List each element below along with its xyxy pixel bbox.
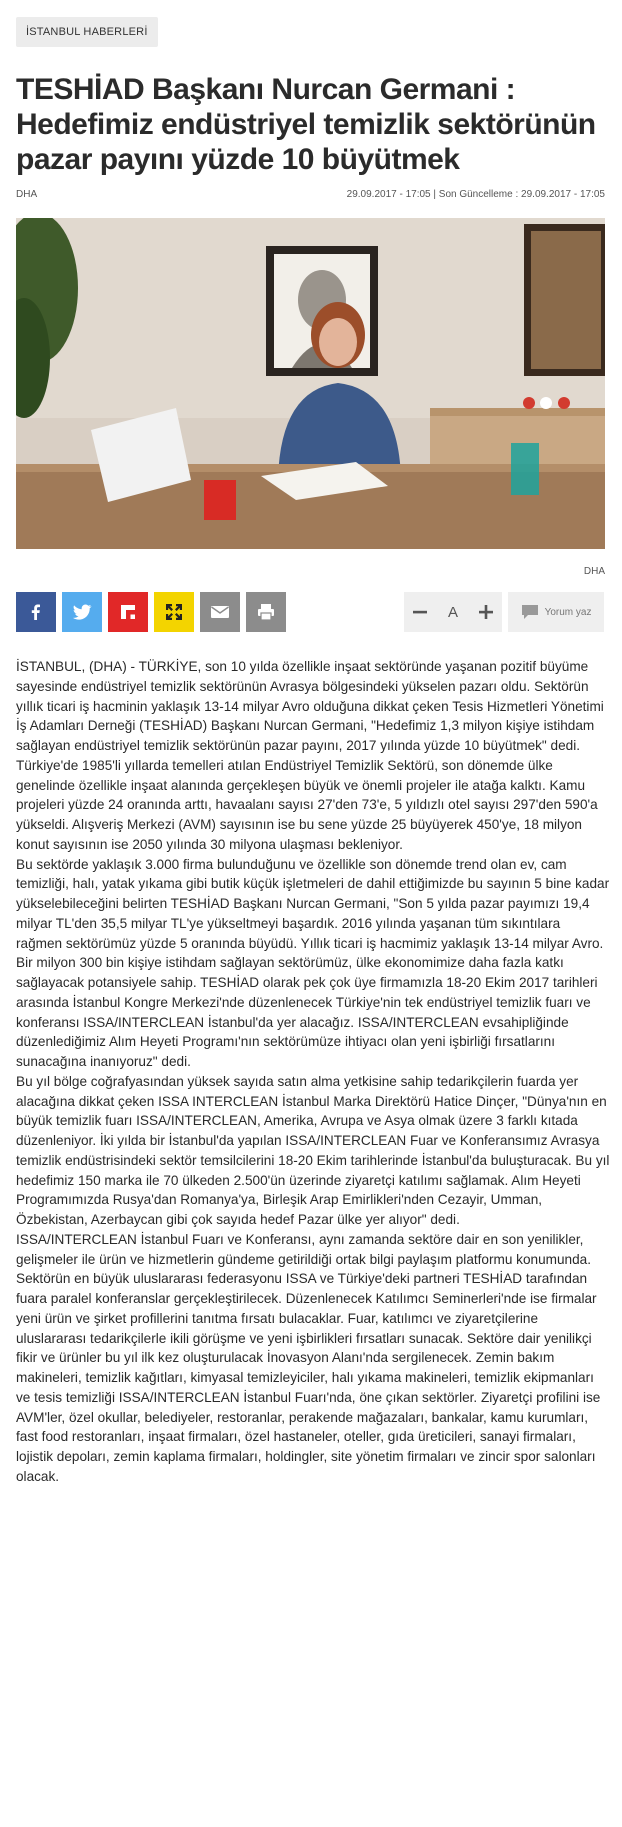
email-share-button[interactable] [200,592,240,632]
print-button[interactable] [246,592,286,632]
article-paragraph: Bu sektörde yaklaşık 3.000 firma bulunduğunu ve özellikle son dönemde trend olan ev, cam temizliği, halı, yatak yıkama gibi butik küçük işletmeleri de dahil ettiğimizde bu sayının 5 bine kadar yükselebileceğini belirten TESHİAD Başkanı Nurcan Germani, "Son 5 yılda pazar payımızı 19,4 milyar TL'den 35,5 milyar TL'ye yükseltmeyi başardık. 2016 yılında yaşanan tüm sıkıntılara rağmen sektörümüz yüzde 5 oranında büyüdü. Yıllık ticari iş hacmimiz yaklaşık 13-14 milyar Avro. Bir milyon 300 bin kişiye istihdam sağlayan sektörümüz, ülke ekonomimize daha fazla katkı sağlayacak potansiyele sahip. TESHİAD olarak pek çok üye firmamızla 18-20 Ekim 2017 tarihleri arasında İstanbul Kongre Merkezi'nde düzenlenecek Türkiye'nin tek endüstriyel temizlik fuarı ve konferansı ISSA/INTERCLEAN İstanbul'da yer alacağız. ISSA/INTERCLEAN evsahipliğinde düzenlediğimiz Alım Heyeti Programı'nın sektörümüze ihtiyacı olan yeni işbirliği fırsatlarını sunacağına inanıyoruz" dedi. [16,856,610,1069]
decrease-font-button[interactable] [407,599,433,625]
category-badge[interactable]: İSTANBUL HABERLERİ [16,17,158,47]
twitter-icon [71,601,93,623]
facebook-icon [26,602,46,622]
article-paragraph: Türkiye'de 1985'li yıllarda temelleri atılan Endüstriyel Temizlik Sektörü, son dönemde ülke genelinde özellikle inşaat alanında gerçekleşen büyük ve önemli projeler ile atağa kalktı. Kamu projeleri yüzde 24 oranında arttı, havaalanı sayısı 27'den 73'e, 5 yıldızlı otel sayısı 297'den 590'a yükseldi. Alışveriş Merkezi (AVM) sayısının ise bu sene yüzde 25 büyüyerek 450'ye, 18 milyon konut sayısının ise 2050 yılında 30 milyona ulaşması bekleniyor. [16,757,598,852]
write-comment-button[interactable] [508,592,604,632]
write-comment-label: Yorum yaz [544,606,592,618]
facebook-share-button[interactable] [16,592,56,632]
photo-credit: DHA [583,566,605,577]
headline: TESHİAD Başkanı Nurcan Germani : Hedefimiz endüstriyel temizlik sektörünün pazar payını yüzde 10 büyütmek [16,73,596,176]
font-size-control [404,592,502,632]
article-photo [16,218,605,549]
print-icon [255,601,277,623]
increase-font-button[interactable] [473,599,499,625]
share-bar [16,592,292,632]
expand-share-button[interactable] [154,592,194,632]
flipboard-share-button[interactable] [108,592,148,632]
flipboard-icon [118,602,138,622]
expand-icon [163,601,185,623]
article-body [16,657,610,1487]
minus-icon [412,604,428,620]
twitter-share-button[interactable] [62,592,102,632]
article-paragraph: Bu yıl bölge coğrafyasından yüksek sayıda satın alma yetkisine sahip tedarikçilerin fuarda yer alacağına dikkat çeken ISSA INTERCLEAN İstanbul Marka Direktörü Hatice Dinçer, "Dünya'nın en büyük temizlik fuarı ISSA/INTERCLEAN, Amerika, Avrupa ve Asya olmak üzere 3 farklı kıtada düzenleniyor. İki yılda bir İstanbul'da yapılan ISSA/INTERCLEAN Fuar ve Konferansımız Avrasya temizlik endüstrisindeki sektör temsilcilerini 18-20 Ekim tarihlerinde İstanbul'da buluşturacak. Bu yıl hedefimiz 150 marka ile 70 ülkeden 2.500'ün üzerinde ziyaretçi katılımı sağlamak. Alım Heyeti Programımızda Rusya'dan Romanya'ya, Birleşik Arap Emirlikleri'nden Cezayir, Umman, Özbekistan, Azerbaycan gibi çok sayıda hedef Pazar ülke yer alıyor" dedi. [16,1073,610,1227]
office-scene-image [16,218,605,549]
font-size-label: A [447,603,458,621]
news-source: DHA [16,189,38,200]
email-icon [209,601,231,623]
article-paragraph: İSTANBUL, (DHA) - TÜRKİYE, son 10 yılda özellikle inşaat sektöründe yaşanan pozitif büyüme sayesinde endüstriyel temizlik sektörünün Avrasya bölgesindeki yükselen pazarı oldu. Sektörün yıllık ticari iş hacminin yaklaşık 13-14 milyar Avro olduğuna dikkat çeken Tesis Hizmetleri Yönetimi İş Adamları Derneği (TESHİAD) Başkanı Nurcan Germani, "Hedefimiz 1,3 milyon kişiye istihdam sağlayan endüstriyel temizlik sektörünün pazar payını, 2017 yılında yüzde 10 büyütmek" dedi. [16,659,604,753]
publish-dates: 29.09.2017 - 17:05 | Son Güncelleme : 29.09.2017 - 17:05 [346,189,605,200]
plus-icon [478,604,494,620]
article-tools [404,592,604,632]
article-paragraph: ISSA/INTERCLEAN İstanbul Fuarı ve Konferansı, aynı zamanda sektöre dair en son yenilikler, gelişmeler ile ürün ve hizmetlerin gündeme getirildiği ortak bilgi paylaşım platformu konumunda. Sektörün en büyük uluslararası federasyonu ISSA ve Türkiye'deki partneri TESHİAD tarafından fuara paralel konferanslar gerçekleştirilecek. Düzenlenecek Katılımcı Seminerleri'nde ise firmalar yeni ürün ve şirket profillerini tanıtma fırsatı bulacaklar. Fuar, katılımcı ve ziyaretçilerine uluslararası tedarikçilerle ikili görüşme ve yeni işbirlikleri fırsatları sunacak. Sektöre dair yenilikçi fikir ve ürünler bu yıl ilk kez oluşturulacak İnovasyon Alanı'nda sergilenecek. Zemin bakım makineleri, temizlik kağıtları, kimyasal temizleyiciler, halı yıkama makineleri, temizlik ekipmanları ve tesis temizliği ISSA/INTERCLEAN İstanbul Fuarı'nda, öne çıkan sektörler. Ziyaretçi profilini ise AVM'ler, özel okullar, belediyeler, restoranlar, perakende mağazaları, bankalar, kamu kurumları, fast food restoranları, inşaat firmaları, özel hastaneler, oteller, gıda üreticileri, sanayi firmaları, lojistik depoları, zemin kaplama firmaları, holdingler, site yönetim firmaları ve zincir spor salonları olacak. [16,1231,601,1484]
speech-bubble-icon [521,604,539,620]
